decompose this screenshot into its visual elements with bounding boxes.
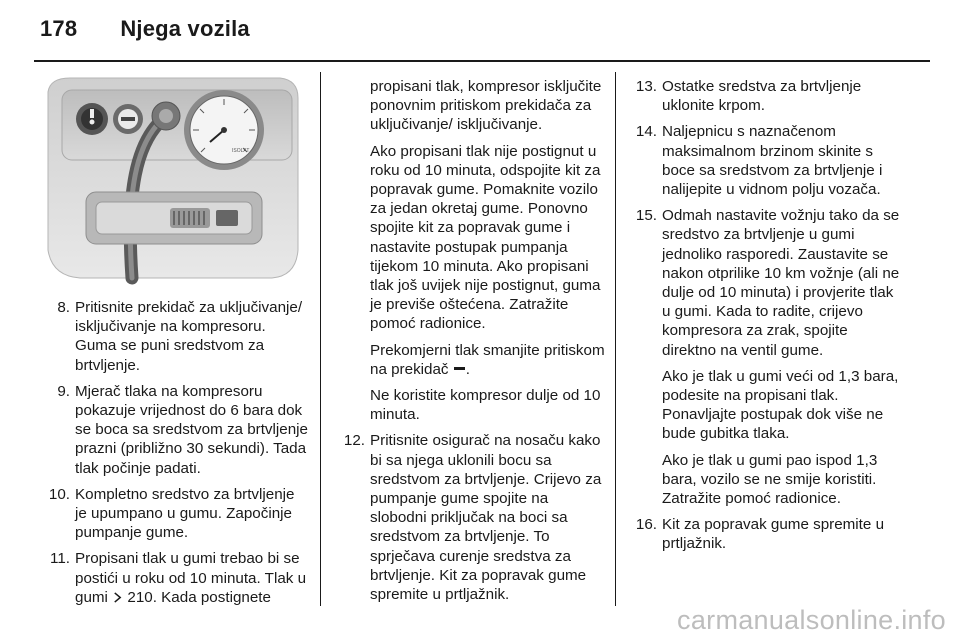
text-column-1 <box>38 298 310 614</box>
tire-repair-compressor-illustration <box>40 72 304 286</box>
page-header <box>40 16 250 42</box>
list-item-text: Kompletno sredstvo za brtvljenje je upumpano u gumu. Započinje pumpanje gume. <box>75 485 295 542</box>
list-item-12 <box>333 431 605 604</box>
list-item-number: 14. <box>635 123 657 141</box>
page-reference-arrow-icon[interactable] <box>112 592 123 603</box>
list-item-number: 10. <box>48 485 70 503</box>
text-column-3 <box>625 77 905 561</box>
list-item-number: 16. <box>635 516 657 534</box>
column-divider-1 <box>320 72 321 606</box>
list-item-number: 11. <box>50 550 70 568</box>
paragraph-text: Prekomjerni tlak smanjite pritiskom na prekidač <box>370 341 605 378</box>
list-item-number: 8. <box>57 299 70 316</box>
page-number: 178 <box>40 16 78 41</box>
page-title: Njega vozila <box>120 16 250 41</box>
column-divider-2 <box>615 72 616 606</box>
list-item-text: Pritisnite osigurač na nosaču kako bi sa njega uklonili bocu sa sredstvom za brtvljenje. Crijevo za pumpanje gume spojite na slobodni priključak na boci sa sredstvom za brtvljenje. To sprječava curenje sredstva za brtvljenje. Kit za popravak gume spremite u prtljažnik. <box>370 432 602 604</box>
pressure-gauge-icon <box>184 90 264 170</box>
list-item-number: 13. <box>635 78 657 95</box>
paragraph: Ako je tlak u gumi veći od 1,3 bara, podesite na propisani tlak. Ponavljajte postupak dok više ne bude gubitka tlaka. <box>662 367 899 443</box>
list-item-text: Pritisnite prekidač za uključivanje/ isključivanje na kompresoru. Guma se puni sredstvom za brtvljenje. <box>75 299 303 374</box>
paragraph-text-end: . <box>465 360 470 378</box>
page-reference-text[interactable]: 210. Kada postignete <box>127 588 271 606</box>
paragraph: Ako je tlak u gumi pao ispod 1,3 bara, vozilo se ne smije koristiti. Zatražite pomoć radionice. <box>662 451 878 508</box>
paragraph: Ako propisani tlak nije postignut u roku od 10 minuta, odspojite kit za popravak gume. Pomaknite vozilo za jedan okretaj gume. Ponovno spojite kit za popravak gume i nastavite postupak pumpanja tijekom 10 minuta. Ako propisani tlak još uvijek nije postignut, guma je previše oštećena. Zatražite pomoć radionice. <box>370 142 601 333</box>
list-item-16 <box>625 515 905 553</box>
list-item-number: 9. <box>57 382 70 400</box>
deflate-button-icon <box>113 104 143 134</box>
list-item-number: 15. <box>635 207 657 225</box>
list-item-number: 12. <box>343 432 365 450</box>
list-item-8 <box>38 298 310 375</box>
list-item-text: Kit za popravak gume spremite u prtljažnik. <box>662 516 885 553</box>
list-item-9 <box>38 382 310 478</box>
paragraph: Ne koristite kompresor dulje od 10 minuta. <box>370 387 601 424</box>
list-item-10 <box>38 485 310 543</box>
minus-switch-icon <box>454 367 465 370</box>
text-column-2 <box>333 77 605 611</box>
list-item-15 <box>625 206 905 360</box>
continued-text: propisani tlak, kompresor isključite ponovnim pritiskom prekidača za uključivanje/ isključivanje. <box>370 78 602 134</box>
paragraph <box>333 341 605 379</box>
list-item-text: Mjerač tlaka na kompresoru pokazuje vrijednost do 6 bara dok se boca sa sredstvom za brtvljenje prazni (približno 30 sekundi). Tada tlak počinje padati. <box>75 382 308 477</box>
list-item-11 <box>38 549 310 607</box>
list-item-text: Propisani tlak u gumi trebao bi se postići u roku od 10 minuta. Tlak u gumi <box>75 550 307 606</box>
list-item-text: Odmah nastavite vožnju tako da se sredstvo za brtvljenje u gumi jednoliko rasporedi. Zaustavite se nakon otprilike 10 km vožnje (ali ne dulje od 10 minuta) i provjerite tlak u gumi. Kada to radite, crijevo kompresora za zrak, spojite direktno na ventil gume. <box>662 207 900 359</box>
header-rule <box>34 60 930 62</box>
list-item-13 <box>625 77 905 115</box>
list-item-text: Ostatke sredstva za brtvljenje uklonite krpom. <box>662 78 862 115</box>
gauge-brand-label: ISOLAT <box>232 148 250 154</box>
list-item-text: Naljepnicu s naznačenom maksimalnom brzinom skinite s boce sa sredstvom za brtvljenje i nalijepite u vidnom polju vozača. <box>662 123 883 199</box>
list-item-14 <box>625 122 905 199</box>
power-button-icon <box>76 103 108 135</box>
watermark: carmanualsonline.info <box>677 605 946 635</box>
